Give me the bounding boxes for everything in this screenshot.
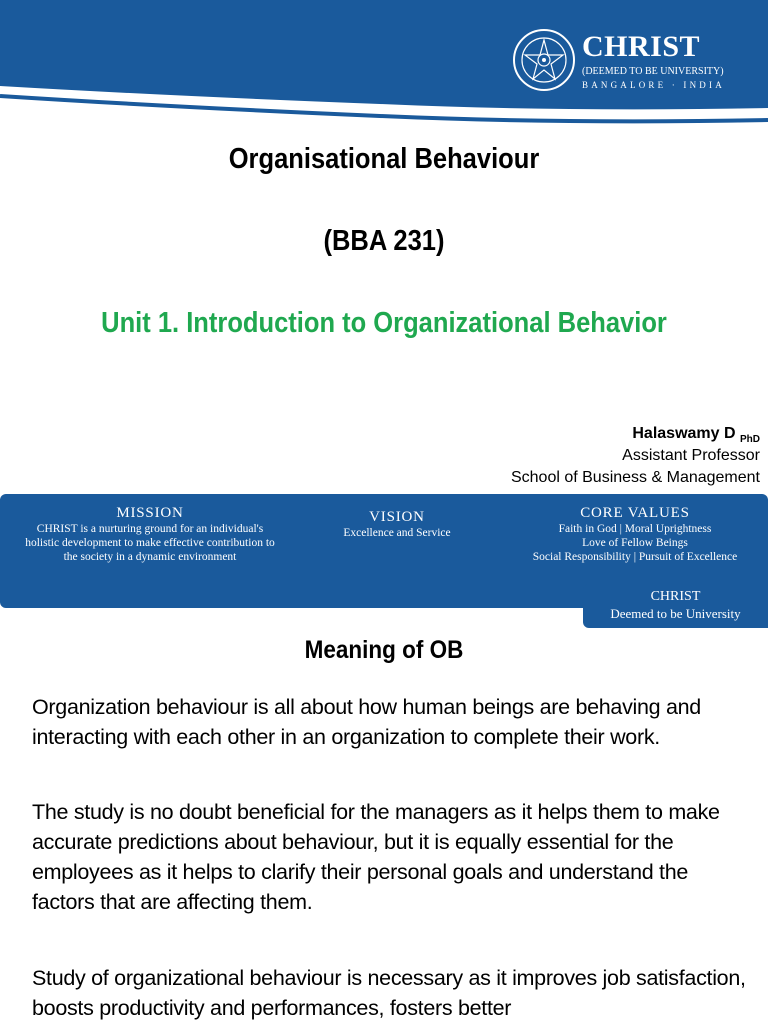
vision-line: Excellence and Service [343,527,451,539]
mission-line: CHRIST is a nurturing ground for an individual's [36,523,264,535]
unit-title: Unit 1. Introduction to Organizational Behavior [101,307,667,339]
paragraph: Organization behaviour is all about how human beings are behaving and interacting with each other in an organization to complete their work. [32,695,701,749]
core-values-line: Faith in God | Moral Uprightness [558,523,712,535]
badge-status: Deemed to be University [610,606,741,621]
core-values-heading: CORE VALUES [580,505,690,521]
mission-section [0,504,300,564]
section-heading: Meaning of OB [304,636,464,664]
paragraph: The study is no doubt beneficial for the managers as it helps them to make accurate predictions about behaviour, but it is equally essential for the employees as it helps to clarify their personal goals and understand the factors that are affecting them. [32,800,720,914]
author-school: School of Business & Management [510,469,760,486]
core-values-line: Love of Fellow Beings [582,537,688,549]
vision-heading: VISION [369,509,425,525]
logo-wordmark: CHRIST [582,30,701,63]
mission-line: holistic development to make effective contribution to [25,537,275,549]
core-values-line: Social Responsibility | Pursuit of Excellence [532,551,738,563]
vision-section [322,508,472,540]
author-role: Assistant Professor [622,447,760,464]
logo-location: BANGALORE · INDIA [582,80,725,90]
badge-name: CHRIST [650,589,701,604]
header-banner [0,0,768,125]
course-code: (BBA 231) [323,225,445,257]
logo-subtitle: (DEEMED TO BE UNIVERSITY) [582,66,724,77]
slide-title: Organisational Behaviour [228,143,540,175]
mission-heading: MISSION [116,505,184,521]
university-seal-icon [512,28,576,92]
paragraph: Study of organizational behaviour is necessary as it improves job satisfaction, boosts productivity and performances, fosters better [32,966,746,1020]
university-logo [512,28,734,100]
mission-line: the society in a dynamic environment [63,551,237,563]
core-values-section [505,504,765,564]
university-badge [583,584,768,628]
author-degree: PhD [740,434,760,446]
author-name-text: Halaswamy D [632,425,736,442]
